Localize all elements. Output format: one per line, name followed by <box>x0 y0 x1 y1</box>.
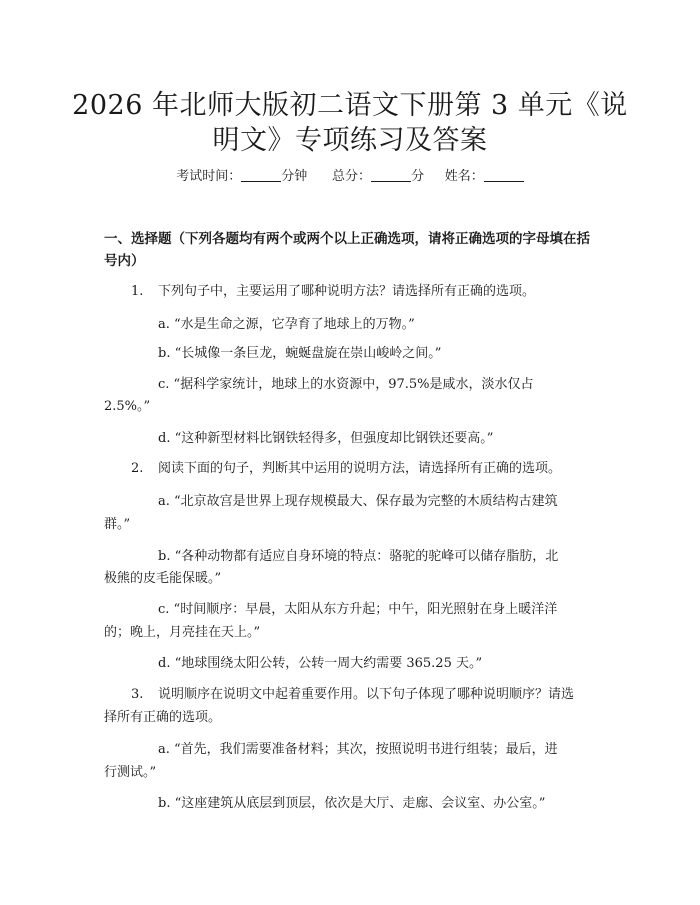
question-1-option-a: a. “水是生命之源，它孕育了地球上的万物。” <box>158 317 415 332</box>
question-1-option-b: b. “长城像一条巨龙，蜿蜒盘旋在崇山峻岭之间。” <box>158 346 442 361</box>
question-2-option-a-line-1: a. “北京故宫是世界上现存规模最大、保存最为完整的木质结构古建筑 <box>158 494 558 509</box>
score-label: 总分： <box>332 169 372 184</box>
name-label: 姓名： <box>444 169 484 184</box>
question-3-option-a-line-1: a. “首先，我们需要准备材料；其次，按照说明书进行组装；最后，进 <box>158 742 558 757</box>
question-2-option-b-line-2: 极熊的皮毛能保暖。” <box>104 571 222 586</box>
question-3-stem-line-1: 说明顺序在说明文中起着重要作用。以下句子体现了哪种说明顺序？请选 <box>158 687 575 702</box>
question-3-option-a-line-2: 行测试。” <box>104 765 157 780</box>
name-blank <box>484 169 524 182</box>
time-label: 考试时间： <box>176 169 242 184</box>
exam-info <box>0 168 700 186</box>
question-2-number: 2. <box>131 461 144 476</box>
document-title-line-2: 明文》专项练习及答案 <box>212 125 488 156</box>
question-1-option-c-line-1: c. “据科学家统计，地球上的水资源中，97.5%是咸水，淡水仅占 <box>158 377 534 392</box>
question-2-option-a-line-2: 群。” <box>104 517 131 532</box>
question-2-option-c-line-2: 的；晚上，月亮挂在天上。” <box>104 625 261 640</box>
question-1-stem: 下列句子中，主要运用了哪种说明方法？请选择所有正确的选项。 <box>158 284 536 299</box>
time-blank <box>241 169 281 182</box>
question-3-option-b: b. “这座建筑从底层到顶层，依次是大厅、走廊、会议室、办公室。” <box>158 796 546 811</box>
question-2-option-b-line-1: b. “各种动物都有适应自身环境的特点：骆驼的驼峰可以储存脂肪，北 <box>158 549 559 564</box>
score-unit: 分 <box>411 169 425 184</box>
time-unit: 分钟 <box>281 169 308 184</box>
section-title: 一、选择题（下列各题均有两个或两个以上正确选项，请将正确选项的字母填在括号内） <box>104 231 590 269</box>
question-1-option-c-line-2: 2.5%。” <box>104 399 151 414</box>
question-1-option-d: d. “这种新型材料比钢铁轻得多，但强度却比钢铁还要高。” <box>158 431 494 446</box>
question-2-stem: 阅读下面的句子，判断其中运用的说明方法，请选择所有正确的选项。 <box>158 461 562 476</box>
document-title-line-1: 2026 年北师大版初二语文下册第 3 单元《说 <box>72 90 628 121</box>
score-blank <box>371 169 411 182</box>
question-3-number: 3. <box>131 687 144 702</box>
question-2-option-c-line-1: c. “时间顺序：早晨，太阳从东方升起；中午，阳光照射在身上暖洋洋 <box>158 602 558 617</box>
question-3-stem-line-2: 择所有正确的选项。 <box>104 710 222 725</box>
question-2-option-d: d. “地球围绕太阳公转，公转一周大约需要 365.25 天。” <box>158 656 483 671</box>
question-1-number: 1. <box>131 284 144 299</box>
